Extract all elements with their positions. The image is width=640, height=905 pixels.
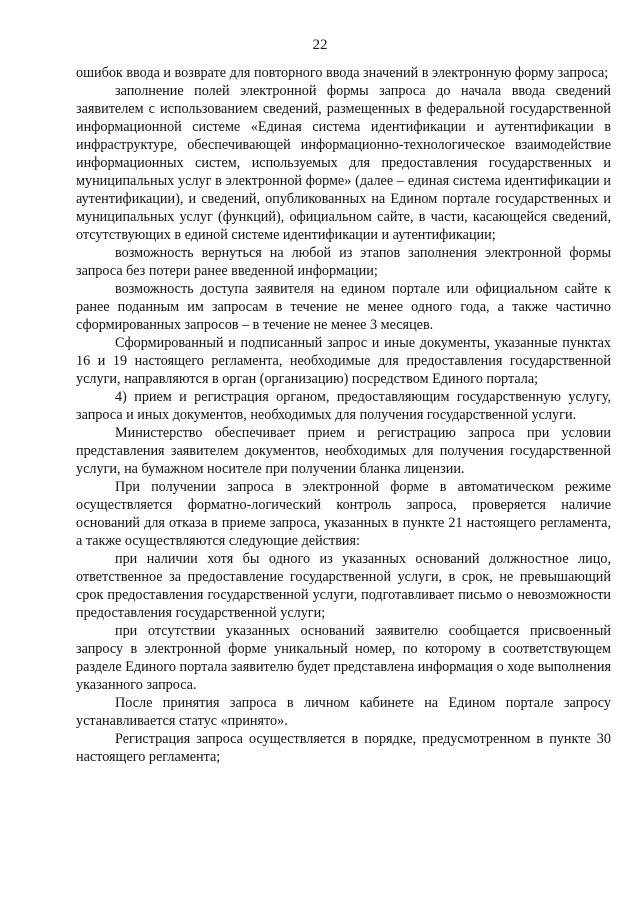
page-number: 22 bbox=[312, 37, 328, 53]
paragraph: возможность вернуться на любой из этапов заполнения электронной формы запроса без потери ранее введенной информации; bbox=[76, 245, 611, 279]
paragraph: при отсутствии указанных оснований заявителю сообщается присвоенный запросу в электронной форме уникальный номер, по которому в соответствующем разделе Единого портала заявителю будет представлена информация о ходе выполнения указанного запроса. bbox=[76, 623, 611, 693]
paragraph: После принятия запроса в личном кабинете на Едином портале запросу устанавливается статус «принято». bbox=[76, 695, 611, 729]
paragraph: При получении запроса в электронной форме в автоматическом режиме осуществляется форматно-логический контроль запроса, проверяется наличие оснований для отказа в приеме запроса, указанных в пункте 21 настоящего регламента, а также осуществляются следующие действия: bbox=[76, 479, 611, 549]
paragraph: возможность доступа заявителя на едином портале или официальном сайте к ранее поданным им запросам в течение не менее одного года, а также частично сформированных запросов – в течение не менее 3 месяцев. bbox=[76, 281, 611, 333]
paragraph-continued: ошибок ввода и возврате для повторного ввода значений в электронную форму запроса; bbox=[76, 65, 609, 81]
paragraph: при наличии хотя бы одного из указанных оснований должностное лицо, ответственное за предоставление государственной услуги, в срок, не превышающий срок предоставления государственной услуги, подготавливает письмо о невозможности предоставления государственной услуги; bbox=[76, 551, 611, 621]
document-body bbox=[76, 64, 611, 766]
paragraph: Сформированный и подписанный запрос и иные документы, указанные пунктах 16 и 19 настоящего регламента, необходимые для предоставления государственной услуги, направляются в орган (организацию) посредством Единого портала; bbox=[76, 335, 611, 387]
paragraph: заполнение полей электронной формы запроса до начала ввода сведений заявителем с использованием сведений, размещенных в федеральной государственной информационной системе «Единая система идентификации и аутентификации в инфраструктуре, обеспечивающей информационно-технологическое взаимодействие информационных систем, используемых для предоставления государственных и муниципальных услуг в электронной форме» (далее – единая система идентификации и аутентификации), и сведений, опубликованных на Едином портале государственных и муниципальных услуг (функций), официальном сайте, в части, касающейся сведений, отсутствующих в единой системе идентификации и аутентификации; bbox=[76, 83, 611, 243]
paragraph: Регистрация запроса осуществляется в порядке, предусмотренном в пункте 30 настоящего регламента; bbox=[76, 731, 611, 765]
paragraph: 4) прием и регистрация органом, предоставляющим государственную услугу, запроса и иных документов, необходимых для получения государственной услуги. bbox=[76, 389, 611, 423]
paragraph: Министерство обеспечивает прием и регистрацию запроса при условии представления заявителем документов, необходимых для получения государственной услуги, на бумажном носителе при получении бланка лицензии. bbox=[76, 425, 611, 477]
